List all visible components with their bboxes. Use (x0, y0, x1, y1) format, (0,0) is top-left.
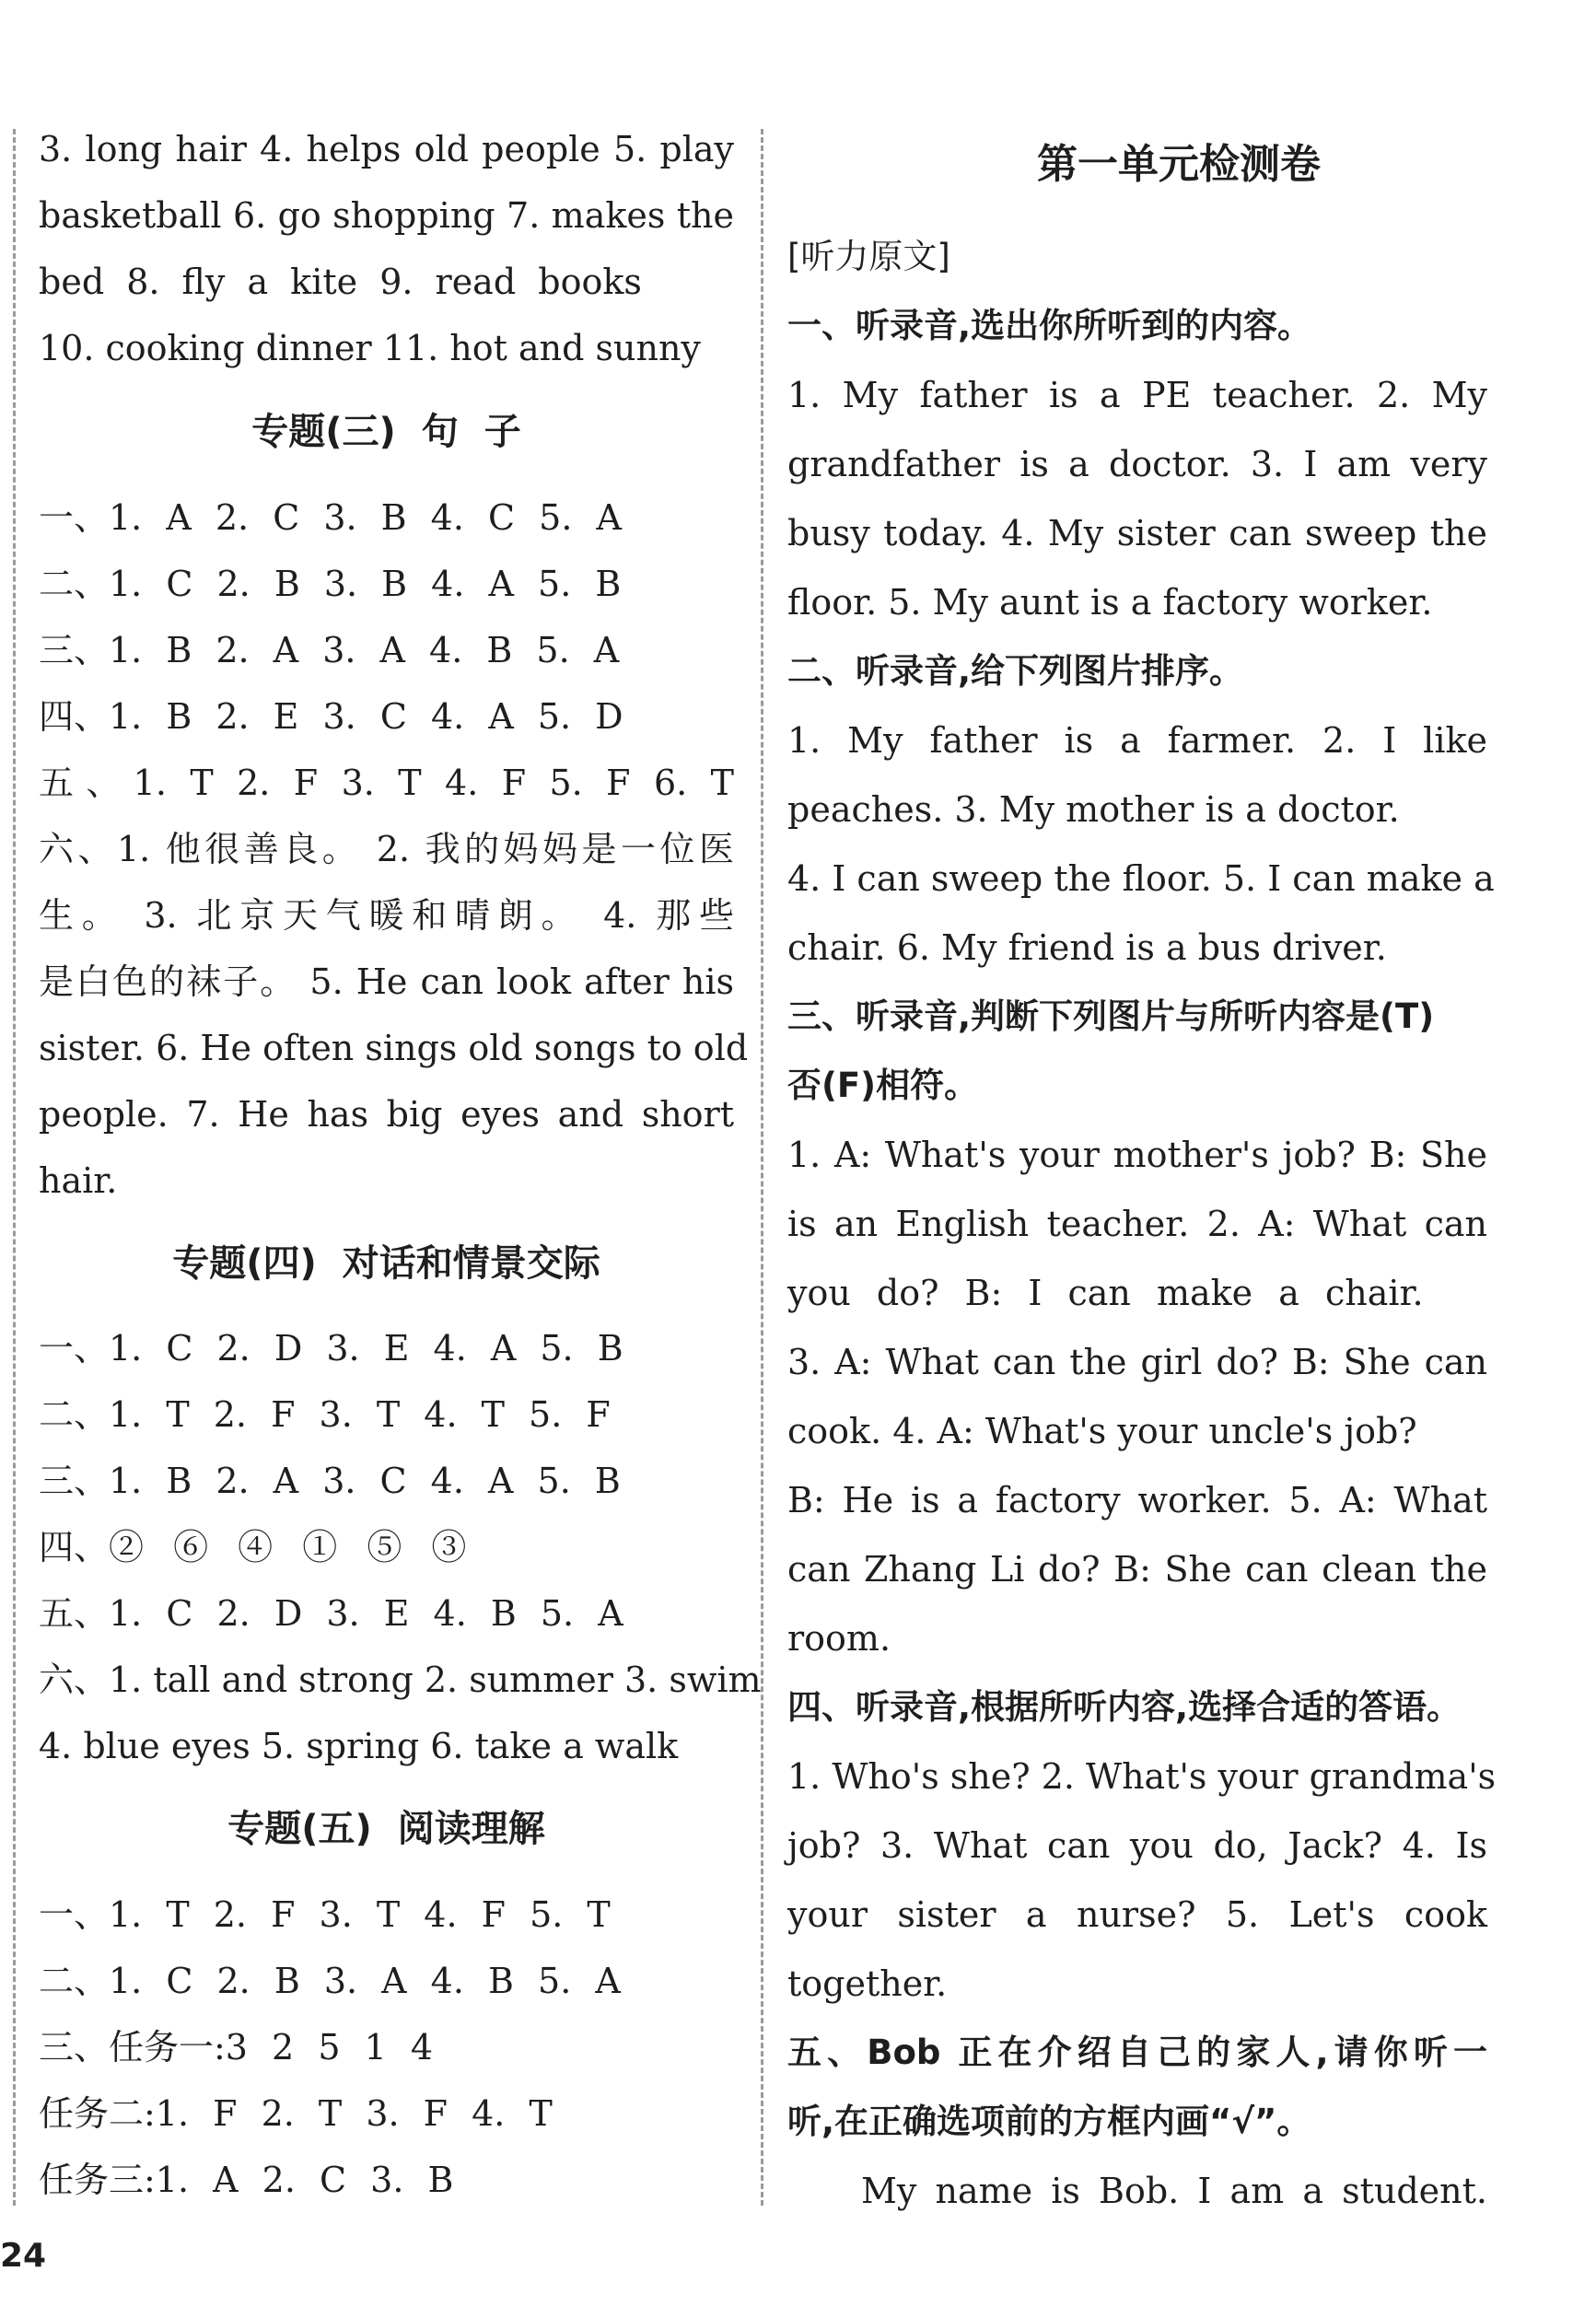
script-line: 4. I can sweep the floor. 5. I can make a (787, 858, 1495, 899)
script-line: My name is Bob. I am a student. (861, 2171, 1487, 2211)
script-line: together. (787, 1963, 948, 2004)
answer-line: 五、1. T 2. F 3. T 4. F 5. F 6. T (39, 763, 734, 803)
script-line: 1. My father is a farmer. 2. I like (787, 720, 1487, 761)
section-heading-5: 专题(五) 阅读理解 (227, 1808, 545, 1850)
answer-line: 生。 3. 北京天气暖和晴朗。 4. 那些 (39, 895, 734, 936)
section-heading: 四、听录音,根据所听内容,选择合适的答语。 (787, 1687, 1462, 1727)
answer-line: 3. long hair 4. helps old people 5. play (39, 129, 734, 169)
listening-script-label: [听力原文] (787, 237, 950, 276)
script-line: 1. My father is a PE teacher. 2. My (787, 375, 1487, 415)
answer-line: 是白色的袜子。 5. He can look after his (39, 961, 734, 1002)
script-line: is an English teacher. 2. A: What can (787, 1204, 1487, 1244)
script-line: grandfather is a doctor. 3. I am very (787, 444, 1487, 484)
answer-line: 任务三:1. A 2. C 3. B (39, 2160, 454, 2200)
answer-line: 六、1. tall and strong 2. summer 3. swim (39, 1660, 762, 1700)
script-line: you do? B: I can make a chair. (787, 1273, 1424, 1313)
answer-line: 六、1. 他很善良。 2. 我的妈妈是一位医 (39, 829, 734, 869)
page-title: 第一单元检测卷 (1037, 141, 1321, 188)
section-heading-3: 专题(三) 句 子 (251, 411, 521, 453)
answer-line: 三、任务一:3 2 5 1 4 (39, 2027, 434, 2068)
script-line: chair. 6. My friend is a bus driver. (787, 927, 1387, 968)
answer-line: bed 8. fly a kite 9. read books (39, 262, 642, 302)
answer-line: 一、1. A 2. C 3. B 4. C 5. A (39, 497, 622, 538)
column-divider (761, 129, 763, 2206)
answer-line: 一、1. T 2. F 3. T 4. F 5. T (39, 1894, 611, 1935)
answer-line: 五、1. C 2. D 3. E 4. B 5. A (39, 1593, 623, 1634)
script-line: your sister a nurse? 5. Let's cook (787, 1894, 1487, 1935)
answer-line: 一、1. C 2. D 3. E 4. A 5. B (39, 1328, 623, 1369)
page-number: 24 (0, 2237, 47, 2275)
script-line: floor. 5. My aunt is a factory worker. (787, 582, 1433, 623)
section-heading: 三、听录音,判断下列图片与所听内容是(T) (787, 996, 1435, 1036)
script-line: 3. A: What can the girl do? B: She can (787, 1342, 1487, 1382)
script-line: 1. A: What's your mother's job? B: She (787, 1135, 1487, 1175)
answer-line: 三、1. B 2. A 3. C 4. A 5. B (39, 1461, 621, 1501)
script-line: can Zhang Li do? B: She can clean the (787, 1549, 1487, 1590)
answer-line: sister. 6. He often sings old songs to old (39, 1028, 749, 1068)
section-heading-4: 专题(四) 对话和情景交际 (172, 1242, 600, 1285)
answer-line: 4. blue eyes 5. spring 6. take a walk (39, 1726, 679, 1766)
answer-line: 10. cooking dinner 11. hot and sunny (39, 328, 701, 368)
script-line: room. (787, 1618, 891, 1659)
script-line: busy today. 4. My sister can sweep the (787, 513, 1487, 553)
left-margin-rule (13, 129, 16, 2206)
script-line: peaches. 3. My mother is a doctor. (787, 789, 1400, 830)
answer-line: basketball 6. go shopping 7. makes the (39, 195, 734, 236)
script-line: cook. 4. A: What's your uncle's job? (787, 1411, 1417, 1451)
answer-line: 二、1. T 2. F 3. T 4. T 5. F (39, 1394, 611, 1435)
script-line: 1. Who's she? 2. What's your grandma's (787, 1756, 1497, 1797)
answer-line: 二、1. C 2. B 3. B 4. A 5. B (39, 564, 622, 604)
section-heading: 一、听录音,选出你所听到的内容。 (787, 306, 1312, 345)
answer-line: 四、1. B 2. E 3. C 4. A 5. D (39, 696, 623, 737)
section-heading-cont: 听,在正确选项前的方框内画“√”。 (787, 2102, 1311, 2141)
script-line: B: He is a factory worker. 5. A: What (787, 1480, 1487, 1520)
answer-line: hair. (39, 1160, 118, 1201)
script-line: job? 3. What can you do, Jack? 4. Is (787, 1825, 1487, 1866)
answer-line: 三、1. B 2. A 3. A 4. B 5. A (39, 630, 620, 670)
answer-line: people. 7. He has big eyes and short (39, 1094, 734, 1135)
section-heading: 五、Bob 正在介绍自己的家人,请你听一 (787, 2033, 1487, 2072)
section-heading: 二、听录音,给下列图片排序。 (787, 651, 1244, 691)
answer-line: 四、② ⑥ ④ ① ⑤ ③ (39, 1527, 467, 1567)
section-heading-cont: 否(F)相符。 (787, 1066, 979, 1105)
answer-line: 任务二:1. F 2. T 3. F 4. T (39, 2093, 553, 2134)
answer-line: 二、1. C 2. B 3. A 4. B 5. A (39, 1961, 621, 2001)
